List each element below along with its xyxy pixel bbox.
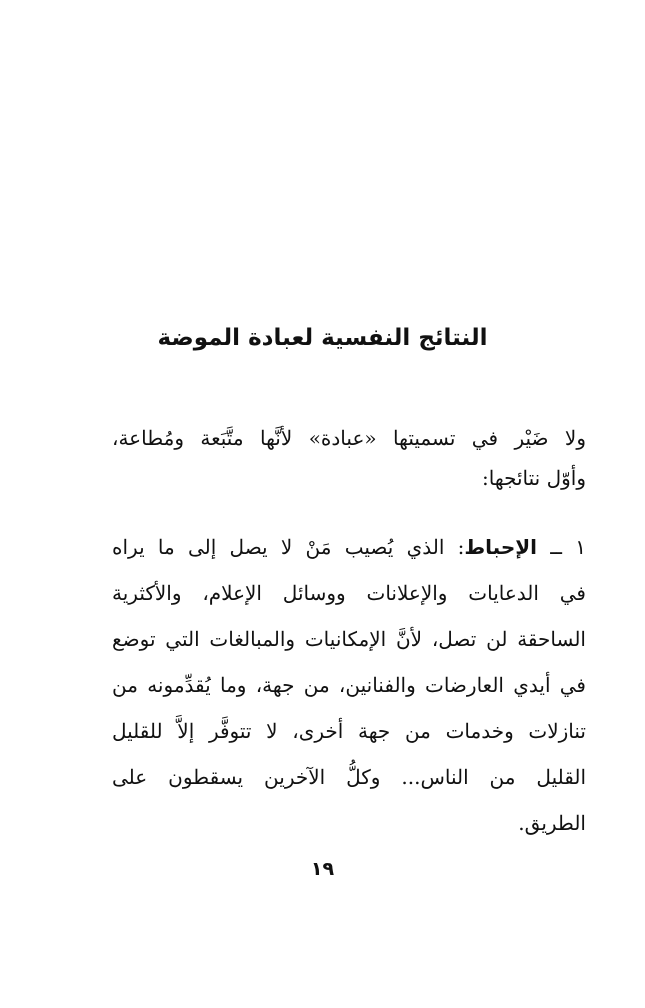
section-first-line bbox=[112, 524, 586, 570]
section-first-line-rest: : الذي يُصيب مَنْ لا يصل إلى ما يراه bbox=[112, 535, 465, 559]
intro-paragraph bbox=[112, 418, 586, 498]
chapter-title: النتائج النفسية لعبادة الموضة bbox=[157, 325, 488, 351]
section-term: الإحباط bbox=[464, 535, 537, 559]
intro-line: ولا ضَيْر في تسميتها «عبادة» لأنَّها متَّبَعة ومُطاعة، bbox=[112, 426, 586, 450]
section-line: تنازلات وخدمات من جهة أخرى، لا تتوفَّر إلاَّ للقليل bbox=[112, 719, 586, 743]
intro-line: وأوّل نتائجها: bbox=[482, 466, 586, 490]
section-line: في أيدي العارضات والفنانين، من جهة، وما يُقدِّمونه من bbox=[112, 673, 586, 697]
section-line: القليل من الناس... وكلُّ الآخرين يسقطون على bbox=[112, 765, 586, 789]
section-paragraph bbox=[112, 524, 586, 846]
section-number: ١ ــ bbox=[550, 535, 586, 559]
section-line: الطريق. bbox=[518, 811, 586, 835]
section-line: الساحقة لن تصل، لأنَّ الإمكانيات والمبالغات التي توضع bbox=[112, 627, 586, 651]
section-line: في الدعايات والإعلانات ووسائل الإعلام، والأكثرية bbox=[112, 581, 586, 605]
page-number: ١٩ bbox=[310, 858, 335, 880]
